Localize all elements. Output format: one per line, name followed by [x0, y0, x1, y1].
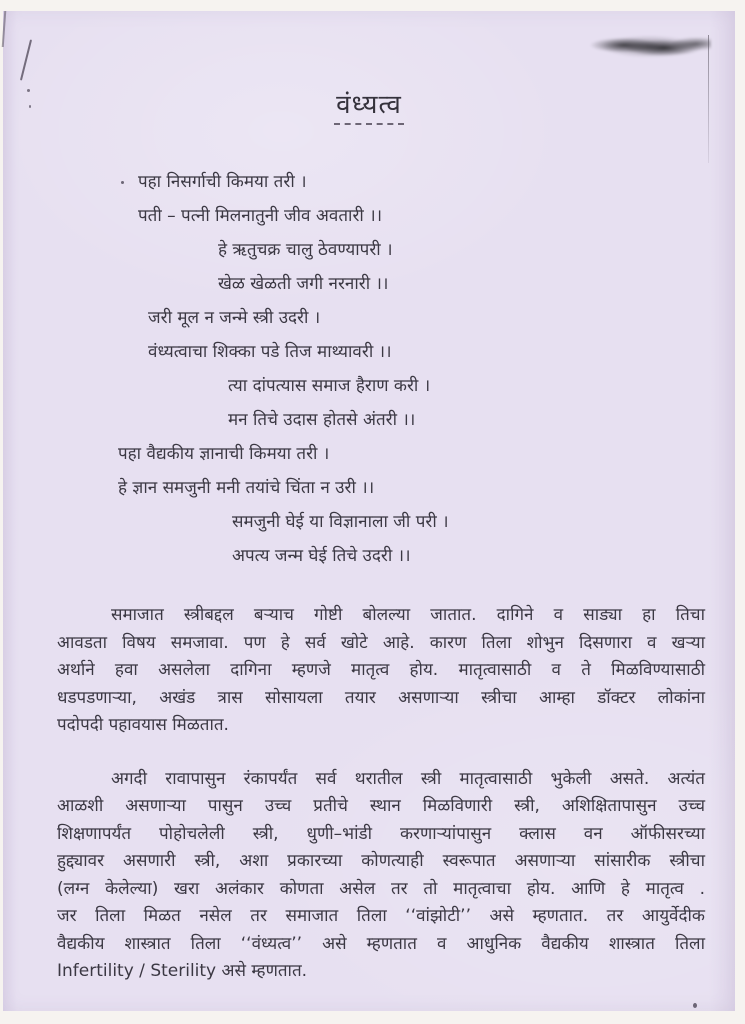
poem-stanza — [3, 165, 735, 233]
paragraph-line: पदोपदी पहावयास मिळतात. — [57, 715, 229, 735]
paragraph-line: अगदी रावापासुन रंकापर्यंत सर्व थरातील स्त्री मातृत्वासाठी भुकेली असते. अत्यंत — [111, 768, 705, 789]
poem-stanza — [3, 233, 735, 301]
poem-line: जरी मूल न जन्मे स्त्री उदरी । — [148, 308, 321, 328]
poem-stanza — [3, 437, 735, 505]
page-title-text: वंध्यत्व — [334, 90, 404, 125]
poem-stanza — [3, 505, 735, 573]
poem-line: पहा वैद्यकीय ज्ञानाची किमया तरी । — [118, 444, 330, 464]
paragraph-line: हुद्द्यावर असणारी स्त्री, अशा प्रकारच्या कोणत्याही स्वरूपात असणाऱ्या सांसारीक स्त्रीचा — [57, 851, 705, 871]
paragraph-line: आवडता विषय समजावा. पण हे सर्व खोटे आहे. कारण तिला शोभुन दिसणारा व खऱ्या — [57, 632, 705, 653]
toner-smudge — [587, 33, 711, 60]
paragraph-line: समाजात स्त्रीबद्दल बऱ्याच गोष्टी बोलल्या जातात. दागिने व साड्या हा तिचा — [111, 605, 705, 625]
paragraph-line: धडपडणाऱ्या, अखंड त्रास सोसायला तयार असणाऱ्या स्त्रीचा आम्हा डॉक्टर लोकांना — [57, 687, 705, 708]
poem-line: हे ज्ञान समजुनी मनी तयांचे चिंता न उरी ।। — [118, 478, 375, 498]
paragraph-line: अर्थाने हवा असलेला दागिना म्हणजे मातृत्व होय. मातृत्वासाठी व ते मिळविण्यासाठी — [57, 660, 705, 680]
poem-line: पती – पत्नी मिलनातुनी जीव अवतारी ।। — [138, 206, 383, 226]
poem-line: वंध्यत्वाचा शिक्का पडे तिज माथ्यावरी ।। — [148, 342, 392, 362]
paragraph-line: आळशी असणाऱ्या पासुन उच्च प्रतीचे स्थान मिळविणारी स्त्री, अशिक्षितापासुन उच्च — [57, 796, 705, 816]
poem-stanza — [3, 369, 735, 437]
ink-speck — [29, 105, 31, 108]
paragraph-line: शिक्षणापर्यंत पोहोचलेली स्त्री, धुणी–भांडी करणाऱ्यांपासुन क्लास वन ऑफीसरच्या — [57, 823, 705, 844]
paper — [3, 11, 735, 1011]
poem-line: खेळ खेळती जगी नरनारी ।। — [218, 274, 389, 294]
poem-line: त्या दांपत्यास समाज हैराण करी । — [228, 376, 431, 396]
poem-line: पहा निसर्गाची किमया तरी । — [138, 172, 307, 192]
poem-line: अपत्य जन्म घेई तिचे उदरी ।। — [232, 546, 411, 566]
ink-speck — [121, 181, 124, 184]
page-title — [3, 85, 735, 121]
poem-line: मन तिचे उदास होतसे अंतरी ।। — [228, 410, 416, 430]
ink-speck — [693, 1003, 697, 1008]
poem-stanza — [3, 301, 735, 369]
ink-speck — [27, 89, 30, 92]
paragraph-line: वैद्यकीय शास्त्रात तिला ‘‘वंध्यत्व’’ असे म्हणतात व आधुनिक वैद्यकीय शास्त्रात तिला — [57, 933, 705, 954]
poem-line: समजुनी घेई या विज्ञानाला जी परी । — [232, 512, 449, 532]
paper-corner-shadow — [2, 11, 39, 47]
paragraph-line: (लग्न केलेल्या) खरा अलंकार कोणता असेल तर तो मातृत्वाचा होय. आणि हे मातृत्व . — [57, 878, 705, 899]
poem-line: हे ऋतुचक्र चालु ठेवण्यापरी । — [218, 240, 393, 260]
paragraph-line: जर तिला मिळत नसेल तर समाजात तिला ‘‘वांझोटी’’ असे म्हणतात. तर आयुर्वेदीक — [57, 906, 705, 926]
photocopy-edge-line — [708, 35, 709, 163]
paragraph-line: Infertility / Sterility असे म्हणतात. — [57, 961, 308, 981]
poem — [3, 165, 735, 573]
paragraph — [57, 602, 705, 740]
paragraph — [57, 766, 705, 986]
